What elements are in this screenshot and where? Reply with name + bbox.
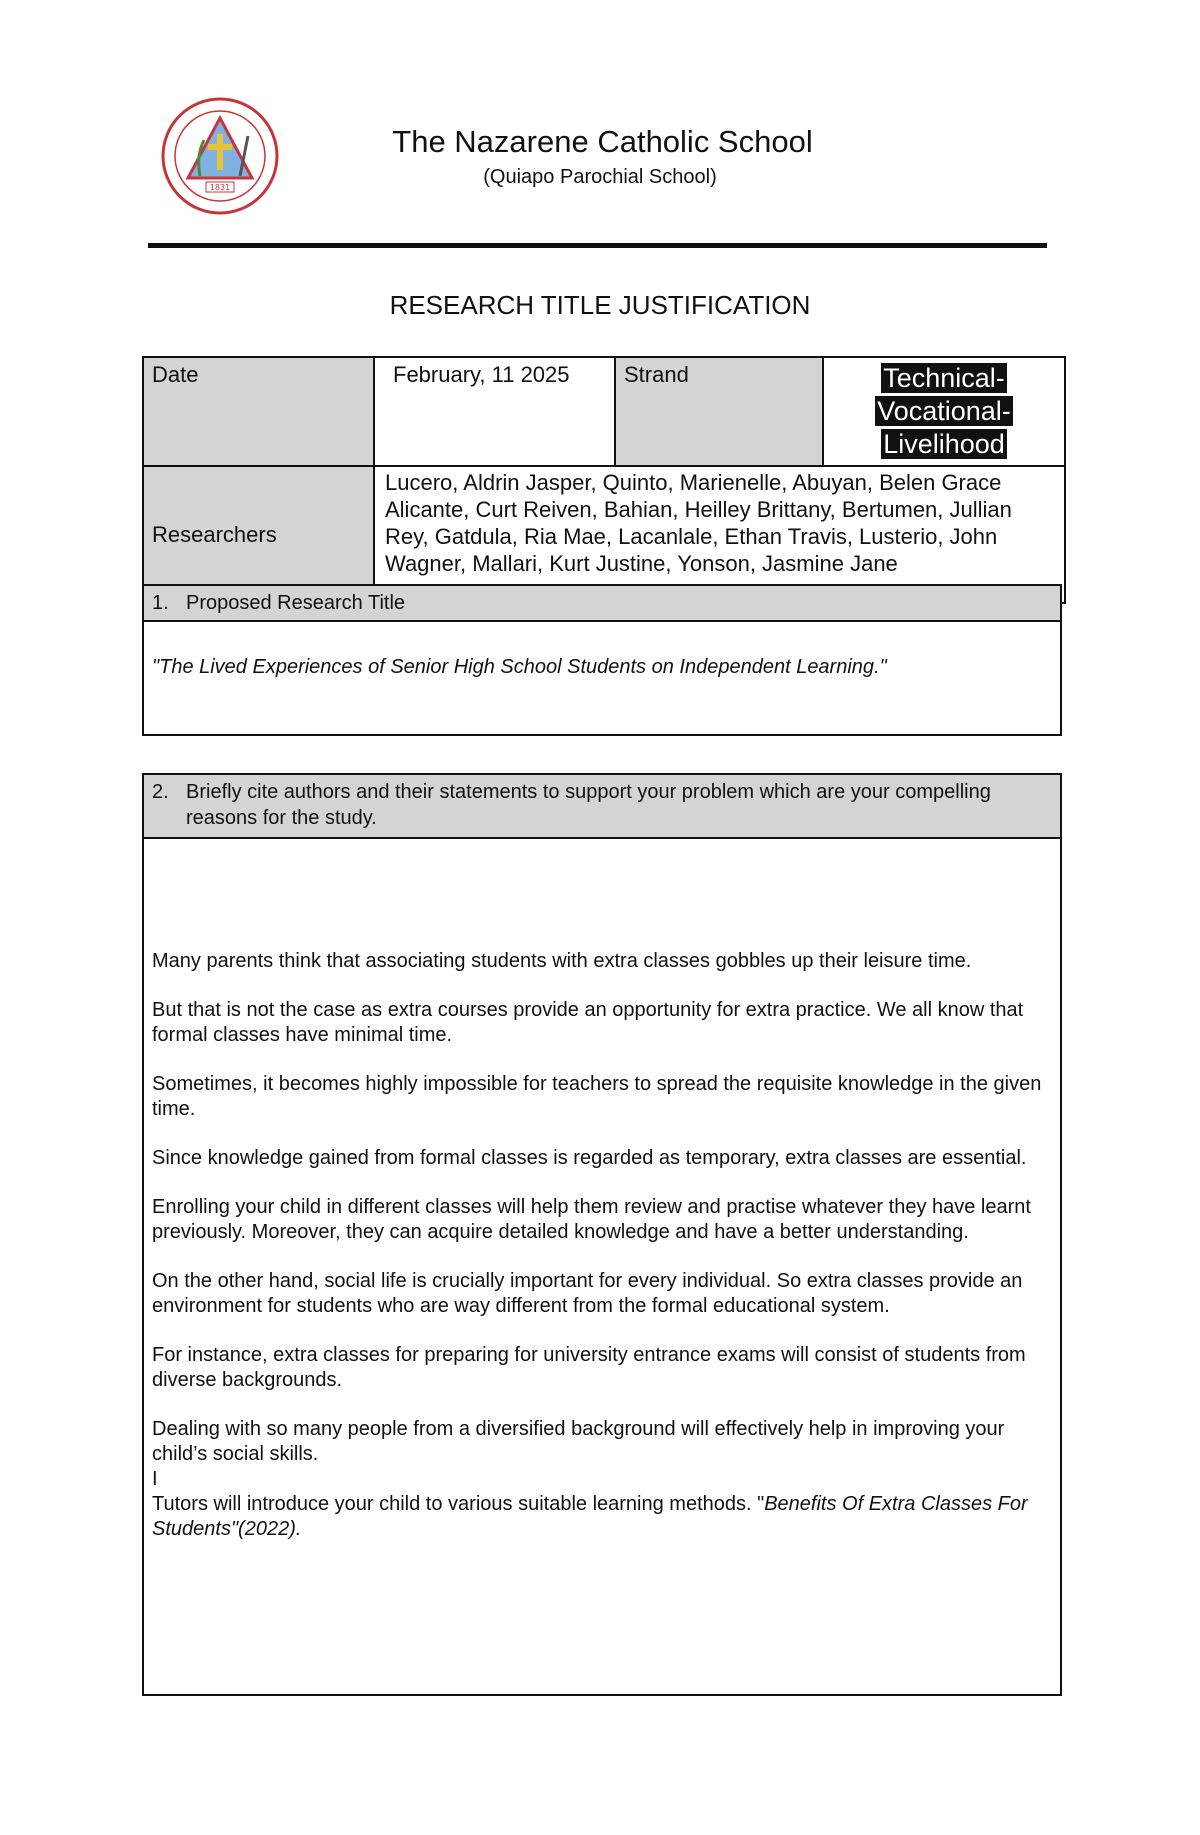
svg-text:1831: 1831	[209, 183, 231, 192]
section-2-header	[144, 775, 1060, 839]
paragraph: Dealing with so many people from a diversified background will effectively help in improving your child’s social skills.	[152, 1418, 1005, 1465]
section-2-body	[144, 839, 1060, 1542]
paragraph: Enrolling your child in different classes will help them review and practise whatever they have learnt previously. Moreover, they can acquire detailed knowledge and have a better understanding.	[152, 1196, 1031, 1243]
researchers-label: Researchers	[143, 466, 374, 603]
strand-value: Technical-Vocational-Livelihood	[877, 363, 1011, 459]
date-label: Date	[143, 357, 374, 466]
date-value: February, 11 2025	[374, 357, 615, 466]
school-name: The Nazarene Catholic School	[392, 124, 813, 159]
section-1-heading: Proposed Research Title	[186, 592, 406, 614]
citation-title: Benefits Of Extra Classes For Students	[152, 1493, 1028, 1540]
paragraph: But that is not the case as extra courses provide an opportunity for extra practice. We all know that formal classes have minimal time.	[152, 999, 1024, 1046]
paragraph: On the other hand, social life is crucially important for every individual. So extra classes provide an environment for students who are way different from the formal educational system.	[152, 1270, 1023, 1317]
section-1-number: 1.	[152, 592, 169, 614]
supporting-statements-section	[142, 773, 1062, 1696]
citation-lead: Tutors will introduce your child to various suitable learning methods. "	[152, 1493, 765, 1515]
citation-paragraph	[152, 1492, 1052, 1542]
strand-label: Strand	[615, 357, 823, 466]
citation-year: "(2022).	[230, 1518, 302, 1540]
stray-character: I	[152, 1468, 158, 1490]
paragraph: Many parents think that associating students with extra classes gobbles up their leisure time.	[152, 950, 972, 972]
header-divider	[148, 243, 1047, 248]
researchers-value: Lucero, Aldrin Jasper, Quinto, Marienelle, Abuyan, Belen Grace Alicante, Curt Reiven, Bahian, Heilley Brittany, Bertumen, Jullian Rey, Gatdula, Ria Mae, Lacanlale, Ethan Travis, Lusterio, John Wagner, Mallari, Kurt Justine, Yonson, Jasmine Jane	[374, 466, 1065, 603]
school-subtitle: (Quiapo Parochial School)	[483, 166, 717, 188]
document-title: RESEARCH TITLE JUSTIFICATION	[389, 290, 811, 320]
section-2-number: 2.	[152, 781, 169, 803]
paragraph: Since knowledge gained from formal classes is regarded as temporary, extra classes are essential.	[152, 1147, 1027, 1169]
section-1-header	[144, 586, 1060, 622]
proposed-title-section	[142, 584, 1062, 736]
section-2-heading: Briefly cite authors and their statements to support your problem which are your compelling reasons for the study.	[186, 781, 991, 829]
strand-value-cell	[823, 357, 1065, 466]
paragraph: Sometimes, it becomes highly impossible for teachers to spread the requisite knowledge in the given time.	[152, 1073, 1042, 1120]
proposed-research-title: "The Lived Experiences of Senior High School Students on Independent Learning."	[152, 656, 887, 678]
info-table	[142, 356, 1066, 604]
paragraph: For instance, extra classes for preparing for university entrance exams will consist of students from diverse backgrounds.	[152, 1344, 1026, 1391]
